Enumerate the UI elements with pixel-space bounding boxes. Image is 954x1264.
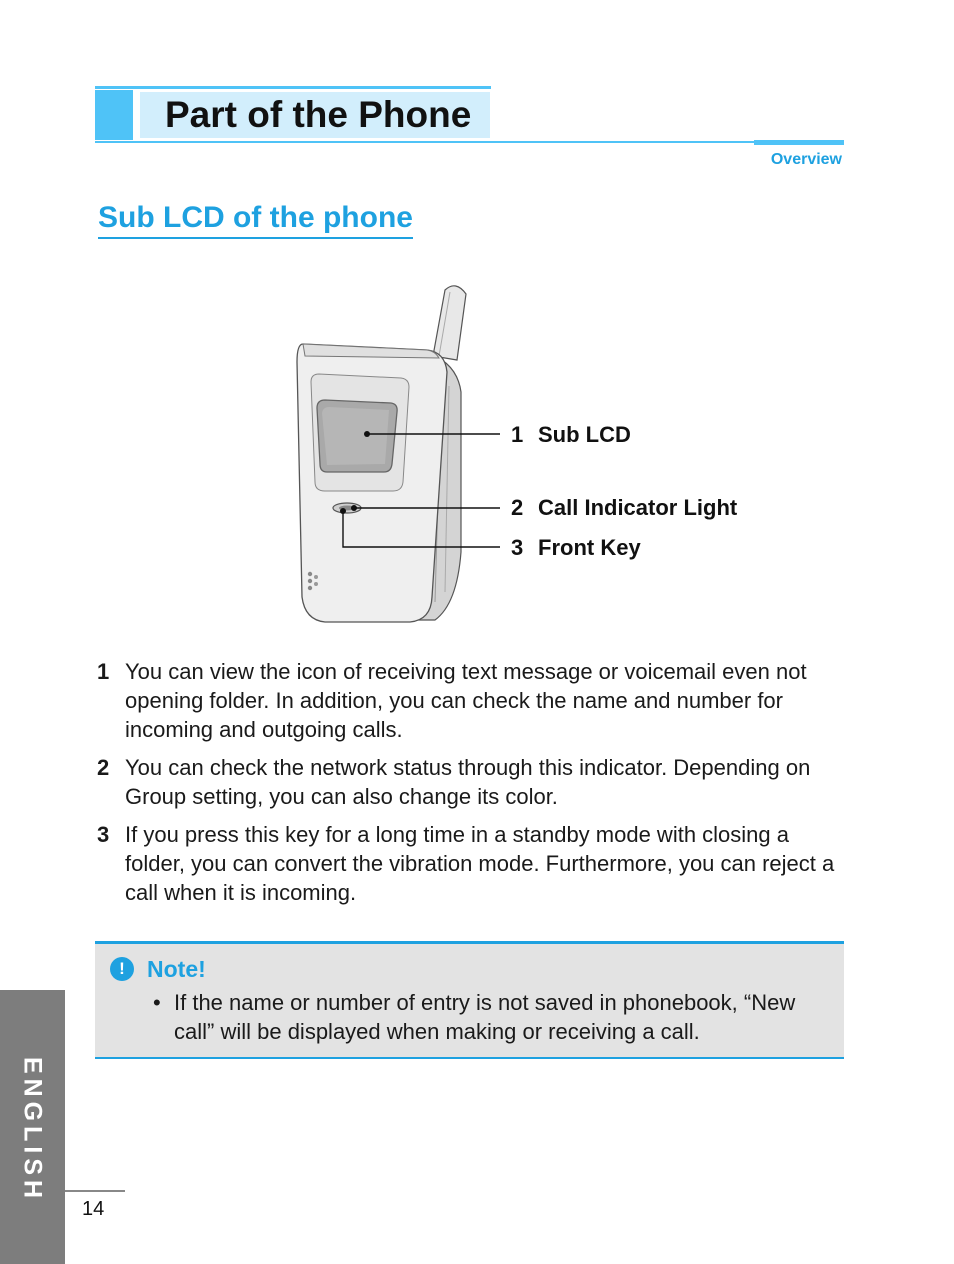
callout-number: 2 (511, 495, 524, 520)
exclamation-icon: ! (110, 957, 134, 981)
list-item-text: You can check the network status through this indicator. Depending on Group setting, you can also change its color. (125, 755, 811, 809)
callout-label: Sub LCD (538, 422, 631, 447)
list-item (97, 753, 847, 811)
list-item-text: If you press this key for a long time in a standby mode with closing a folder, you can convert the vibration mode. Furthermore, you can reject a call when it is incoming. (125, 822, 835, 905)
callout-number: 1 (511, 422, 524, 447)
list-item (97, 820, 847, 907)
list-item-number: 1 (97, 659, 110, 684)
header-section-tab (754, 140, 844, 145)
note-text: If the name or number of entry is not saved in phonebook, “New call” will be displayed when making or receiving a call. (174, 990, 796, 1044)
page-number: 14 (82, 1198, 105, 1220)
speaker-dot (308, 586, 312, 590)
language-label: ENGLISH (18, 1056, 47, 1204)
callout-number: 3 (511, 535, 524, 560)
callout-label: Call Indicator Light (538, 495, 738, 520)
note-title: Note! (147, 956, 206, 982)
list-item (97, 657, 847, 744)
bullet-icon: • (153, 990, 161, 1015)
callout-front-key (511, 535, 641, 561)
speaker-dot (308, 579, 312, 583)
callout-label: Front Key (538, 535, 641, 560)
section-tag: Overview (770, 151, 842, 168)
list-item-text: You can view the icon of receiving text message or voicemail even not opening folder. In addition, you can check the name and number for incoming and outgoing calls. (125, 659, 807, 742)
page-number-rule (65, 1190, 125, 1192)
header-bottom-rule (95, 141, 844, 143)
list-item-number: 3 (97, 822, 110, 847)
phone-illustration (285, 282, 505, 627)
list-item-number: 2 (97, 755, 110, 780)
header-top-rule (95, 86, 491, 89)
page-title: Part of the Phone (165, 94, 472, 135)
callout-call-indicator-light (511, 495, 737, 521)
section-heading: Sub LCD of the phone (98, 201, 413, 239)
header-accent-square (95, 90, 133, 140)
callout-sub-lcd (511, 422, 631, 448)
speaker-dot (308, 572, 312, 576)
